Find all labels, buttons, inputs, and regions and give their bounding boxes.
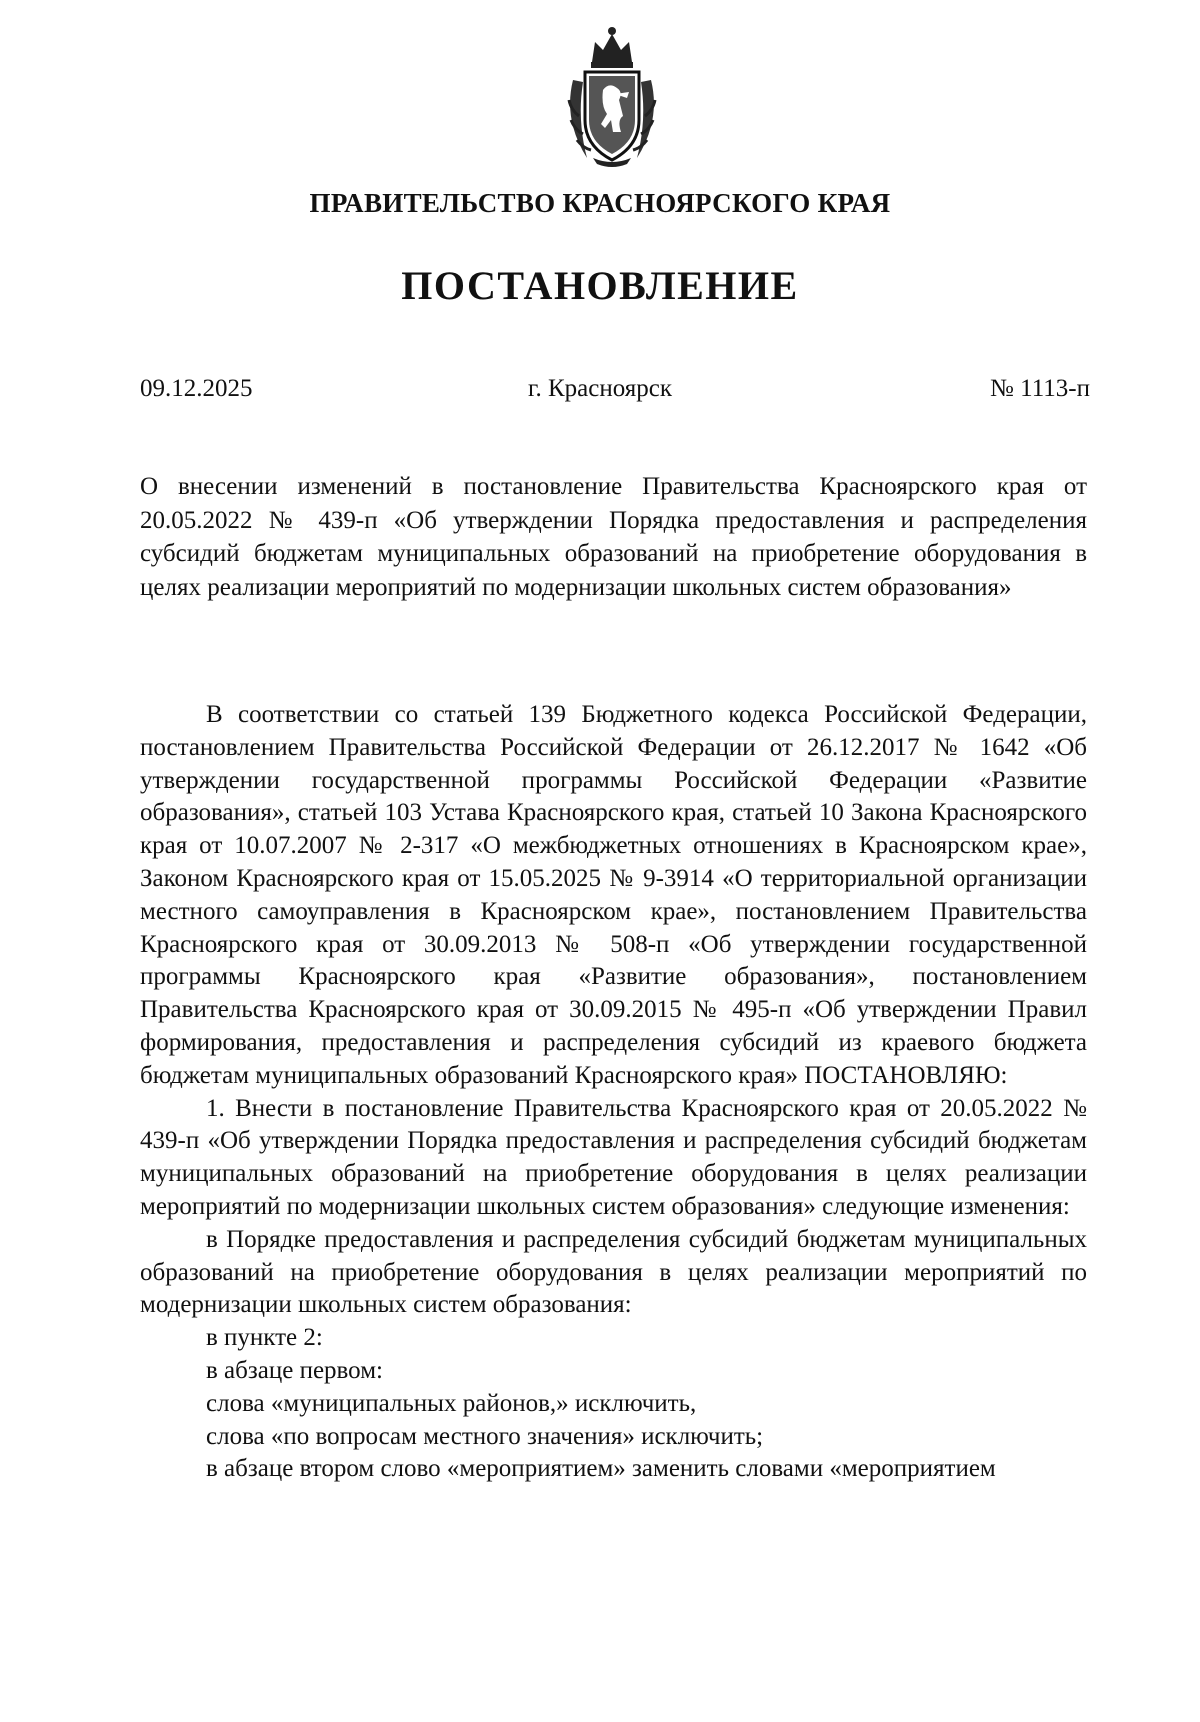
document-body: [140, 699, 1087, 1486]
document-number: № 1113-п: [990, 375, 1090, 402]
organization-name: ПРАВИТЕЛЬСТВО КРАСНОЯРСКОГО КРАЯ: [309, 188, 891, 218]
words2-paragraph: слова «по вопросам местного значения» исключить;: [206, 1422, 764, 1450]
words1-paragraph: слова «муниципальных районов,» исключить,: [206, 1389, 697, 1417]
document-type: ПОСТАНОВЛЕНИЕ: [401, 263, 799, 308]
document-date: 09.12.2025: [140, 375, 253, 402]
para1-paragraph: в абзаце первом:: [206, 1356, 383, 1384]
document-city: г. Красноярск: [528, 375, 672, 402]
coat-of-arms-icon: [557, 20, 667, 170]
para2-paragraph: в абзаце втором слово «мероприятием» заменить словами «мероприятием: [206, 1455, 996, 1483]
document-title: О внесении изменений в постановление Правительства Красноярского края от 20.05.2022 № 439-п «Об утверждении Порядка предоставления и распределения субсидий бюджетам муниципальных образований на приобретение оборудования в целях реализации мероприятий по модернизации школьных систем образования»: [140, 473, 1087, 601]
order-paragraph: в Порядке предоставления и распределения субсидий бюджетам муниципальных образований на приобретение оборудования в целях реализации мероприятий по модернизации школьных систем образования:: [140, 1225, 1087, 1319]
item-1-paragraph: 1. Внести в постановление Правительства Красноярского края от 20.05.2022 № 439-п «Об утверждении Порядка предоставления и распределения субсидий бюджетам муниципальных образований на приобретение оборудования в целях реализации мероприятий по модернизации школьных систем образования» следующие изменения:: [140, 1094, 1087, 1220]
preamble-paragraph: В соответствии со статьей 139 Бюджетного кодекса Российской Федерации, постановлением Правительства Российской Федерации от 26.12.2017 № 1642 «Об утверждении государственной программы Российской Федерации «Развитие образования», статьей 103 Устава Красноярского края, статьей 10 Закона Красноярского края от 10.07.2007 № 2-317 «О межбюджетных отношениях в Красноярском крае», Законом Красноярского края от 15.05.2025 № 9-3914 «О территориальной организации местного самоуправления в Красноярском крае», постановлением Правительства Красноярского края от 30.09.2013 № 508-п «Об утверждении государственной программы Красноярского края «Развитие образования», постановлением Правительства Красноярского края от 30.09.2015 № 495-п «Об утверждении Правил формирования, предоставления и распределения субсидий из краевого бюджета бюджетам муниципальных образований Красноярского края» ПОСТАНОВЛЯЮ:: [140, 701, 1087, 1089]
clause-paragraph: в пункте 2:: [206, 1324, 323, 1352]
